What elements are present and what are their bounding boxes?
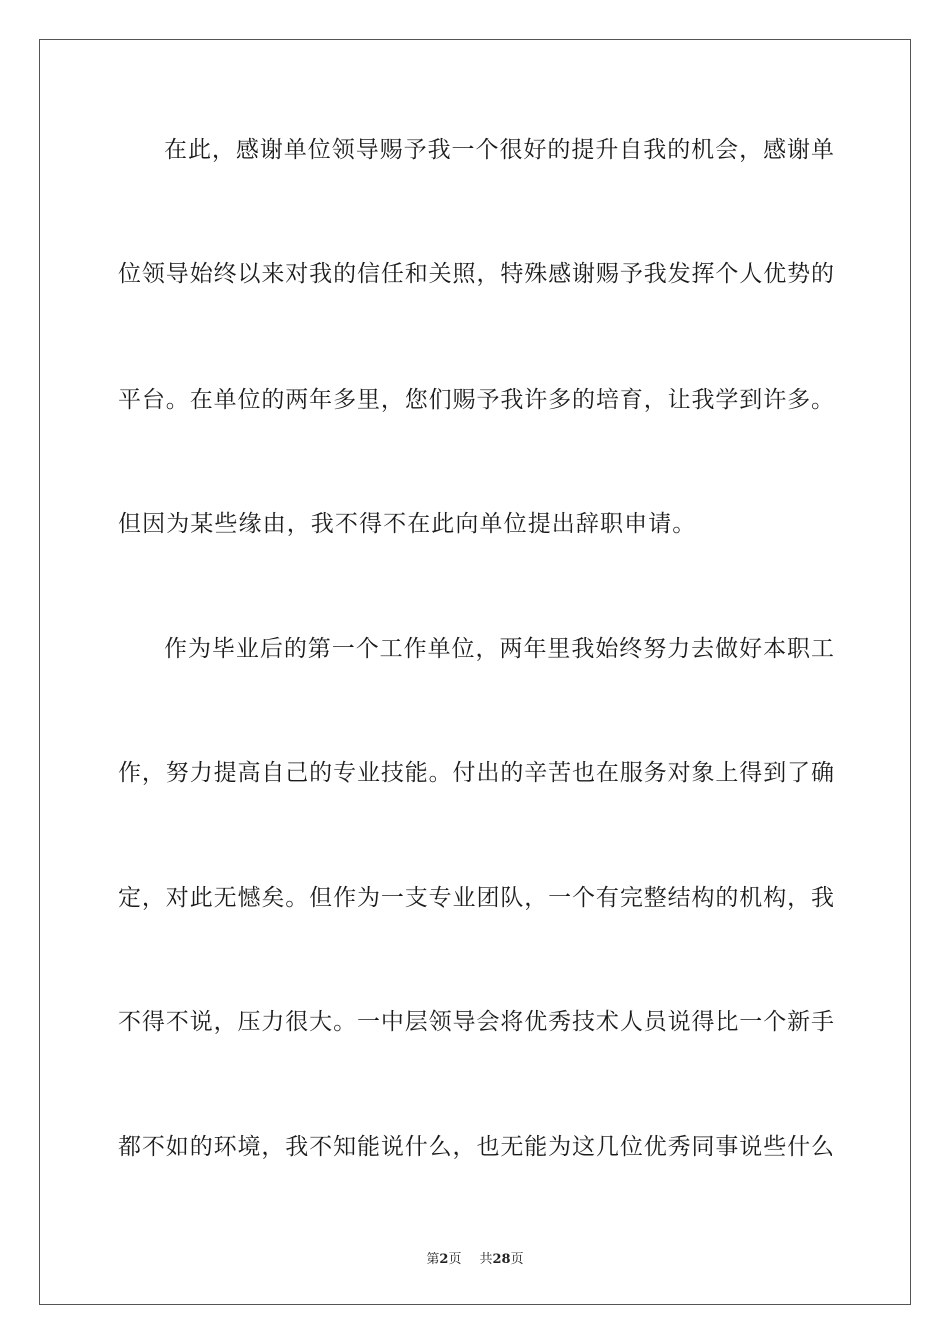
total-pages: 28 [492, 1252, 511, 1267]
page-border [39, 39, 911, 1305]
text-line: 都不如的环境，我不知能说什么，也无能为这几位优秀同事说些什么 [118, 1134, 834, 1160]
total-suffix: 页 [510, 1252, 524, 1267]
text-line: 定，对此无憾矣。但作为一支专业团队，一个有完整结构的机构，我 [118, 885, 834, 911]
text-line: 在此，感谢单位领导赐予我一个很好的提升自我的机会，感谢单 [164, 137, 834, 163]
page-suffix: 页 [448, 1252, 462, 1267]
text-line: 作为毕业后的第一个工作单位，两年里我始终努力去做好本职工 [164, 636, 834, 662]
text-line: 不得不说，压力很大。一中层领导会将优秀技术人员说得比一个新手 [118, 1009, 834, 1035]
text-line: 位领导始终以来对我的信任和关照，特殊感谢赐予我发挥个人优势的 [118, 261, 834, 287]
total-pages-indicator [479, 1252, 523, 1267]
total-prefix: 共 [479, 1252, 493, 1267]
page-footer [0, 1248, 950, 1267]
page-indicator [426, 1252, 461, 1267]
page-number: 2 [439, 1252, 449, 1267]
page-prefix: 第 [426, 1252, 440, 1267]
text-line: 作，努力提高自己的专业技能。付出的辛苦也在服务对象上得到了确 [118, 760, 834, 786]
text-line: 平台。在单位的两年多里，您们赐予我许多的培育，让我学到许多。 [118, 387, 834, 413]
text-line: 但因为某些缘由，我不得不在此向单位提出辞职申请。 [118, 511, 697, 537]
